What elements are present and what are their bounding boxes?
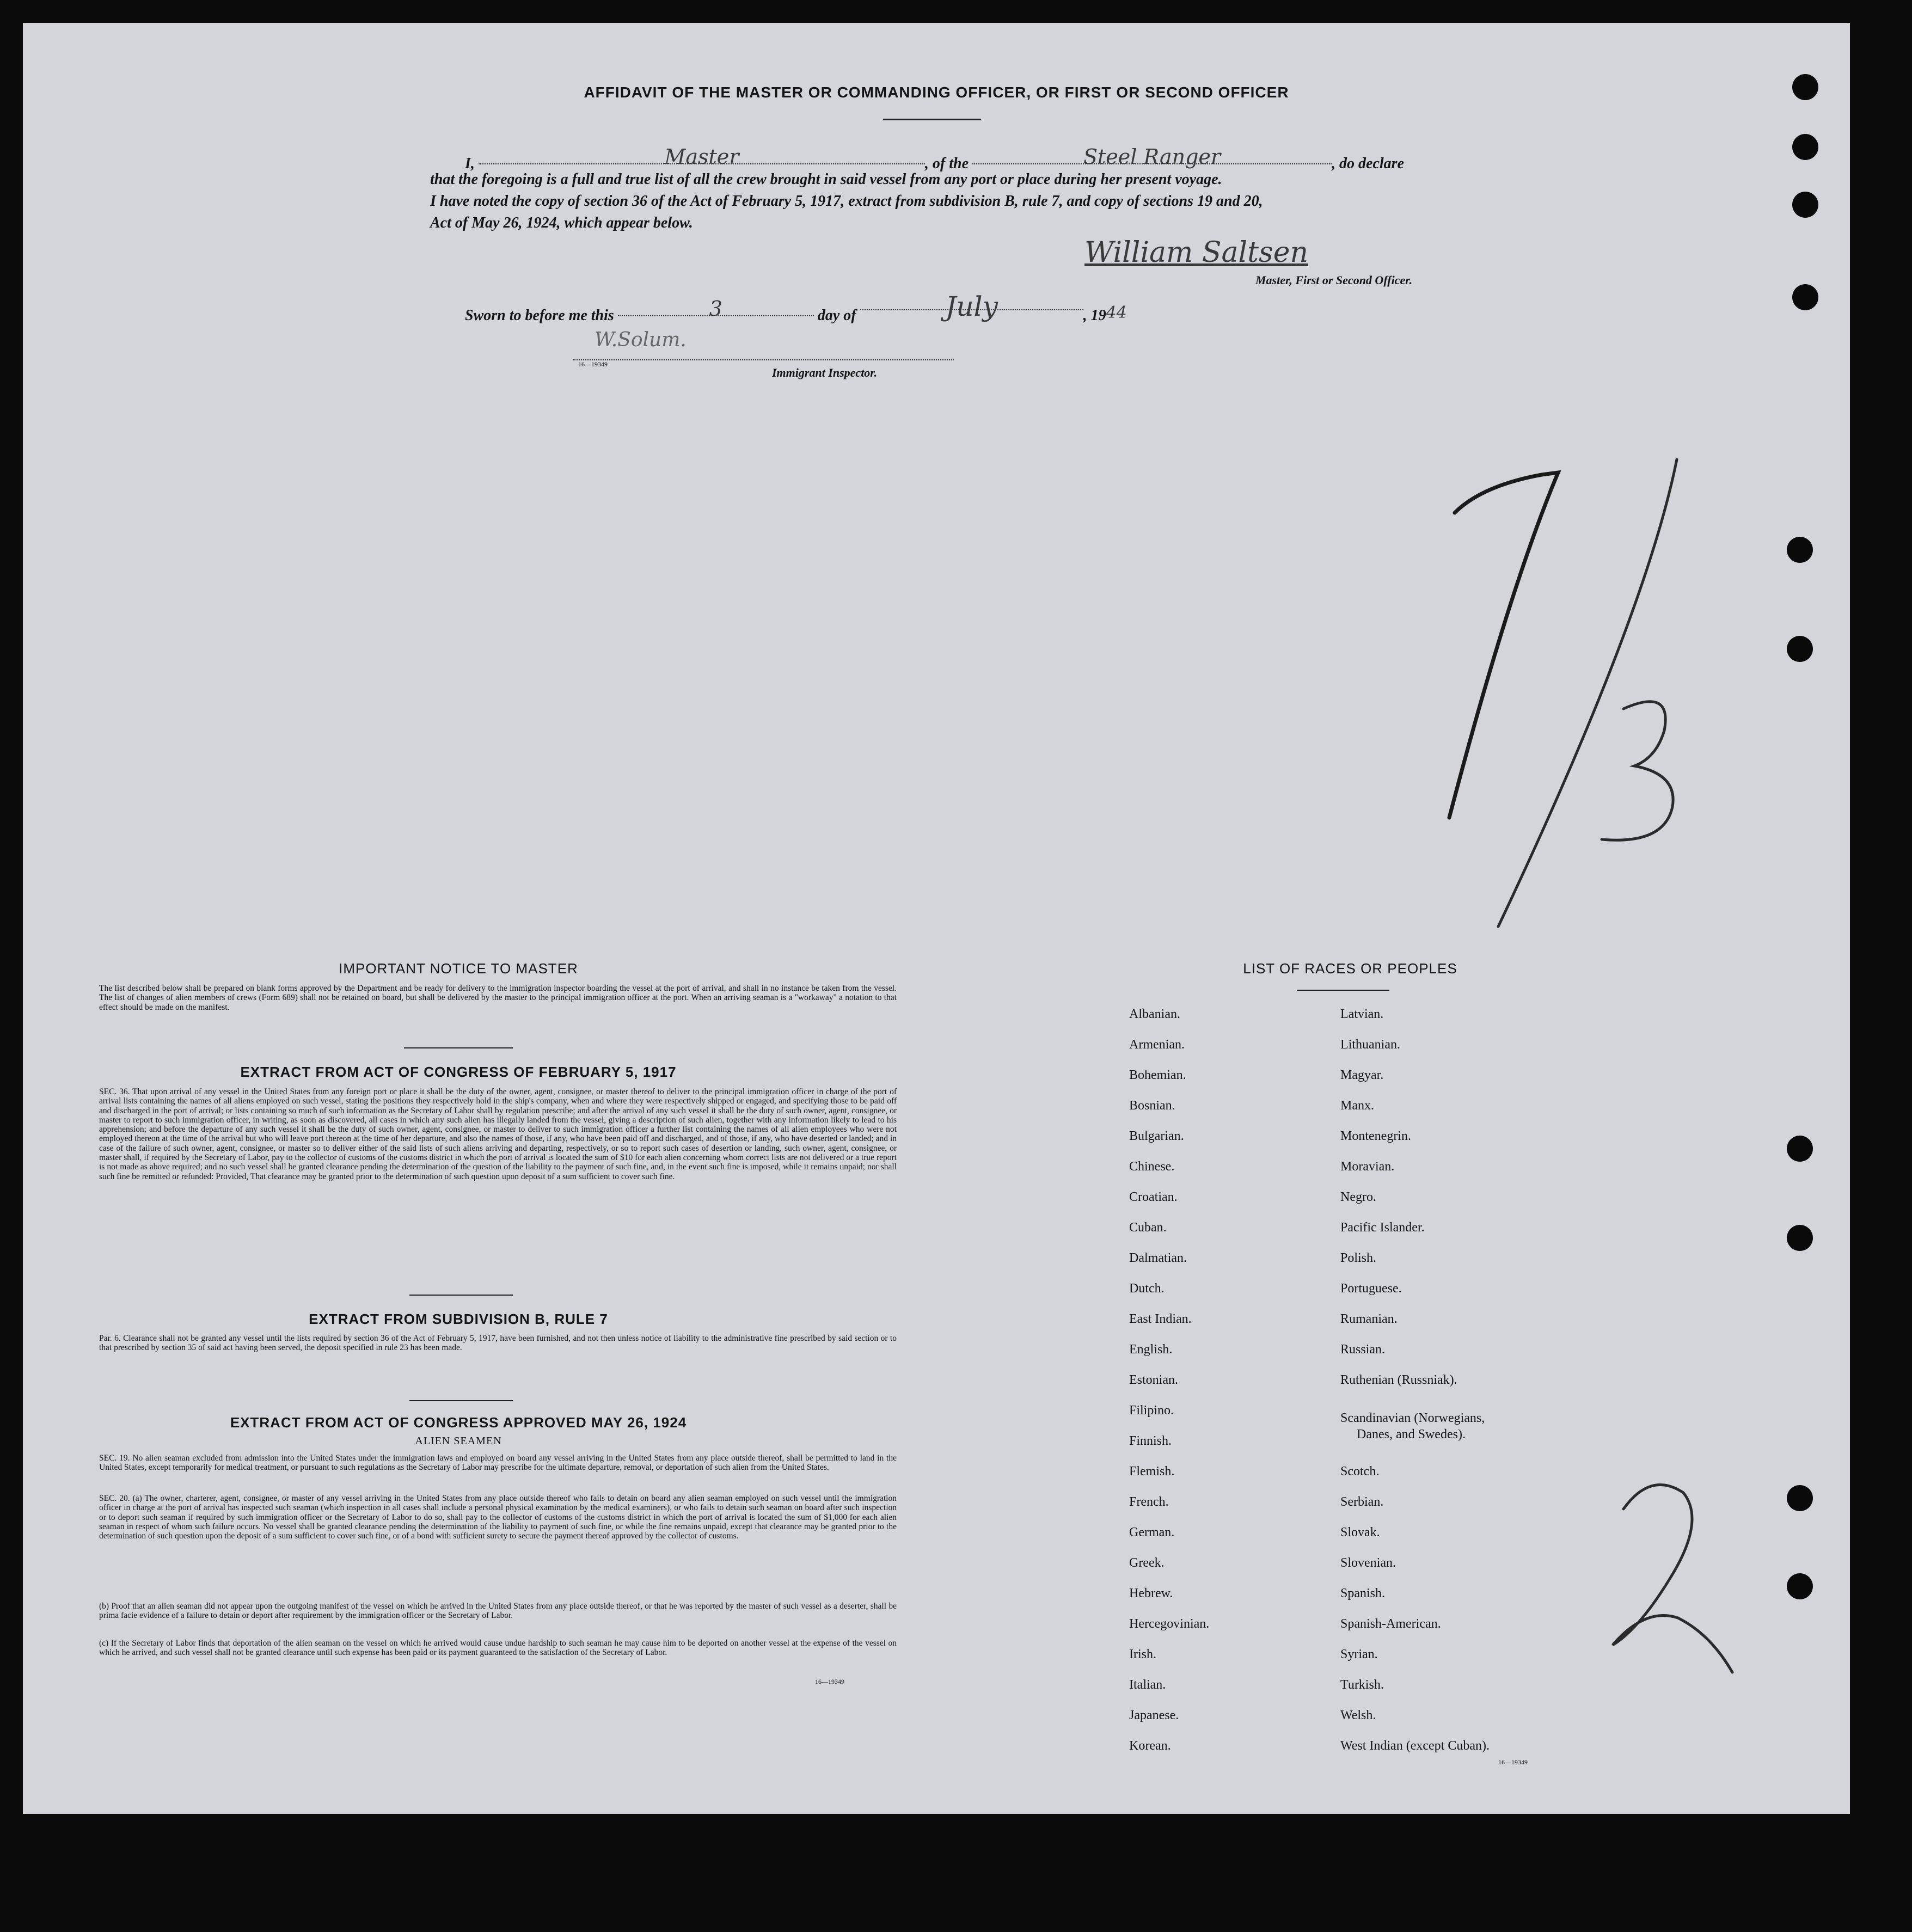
alien-seamen-subtitle: ALIEN SEAMEN bbox=[415, 1435, 502, 1447]
binder-hole bbox=[1787, 1573, 1813, 1599]
race-right-item: Pacific Islander. bbox=[1340, 1220, 1425, 1235]
affidavit-form-number: 16—19349 bbox=[578, 360, 608, 368]
sec20c-body: (c) If the Secretary of Labor finds that deportation of the alien seaman on the vessel on which he arrived would cause undue hardship to such seaman he may cause him to be deported on another vessel at the expense of the vessel on which he arrived, and such vessel shall not be granted clearance until such expense has been paid or its payment guaranteed to the satisfaction of the Secretary of Labor. bbox=[99, 1639, 897, 1658]
race-right-item: Syrian. bbox=[1340, 1647, 1378, 1661]
race-left-item: Bohemian. bbox=[1129, 1068, 1186, 1082]
extract-1917-title: EXTRACT FROM ACT OF CONGRESS OF FEBRUARY 5, 1917 bbox=[240, 1064, 677, 1080]
race-right-item-cont: Danes, and Swedes). bbox=[1357, 1427, 1466, 1442]
do-declare-label: , do declare bbox=[1332, 155, 1404, 172]
race-right-item: Rumanian. bbox=[1340, 1312, 1398, 1326]
race-right-item: Turkish. bbox=[1340, 1678, 1384, 1692]
day-of-label: day of bbox=[817, 307, 856, 324]
binder-hole bbox=[1792, 284, 1818, 310]
race-left-item: Greek. bbox=[1129, 1556, 1165, 1570]
sec19-body: SEC. 19. No alien seaman excluded from admission into the United States under the immigration laws and employed on board any vessel arriving in the United States from any place outside thereof, shall be permitted to land in the United States, except temporarily for medical treatment, or pursuant to such regulations as the Secretary of Labor may prescribe for the ultimate departure, removal, or deportation of such alien from the United States. bbox=[99, 1453, 897, 1473]
race-right-item: Montenegrin. bbox=[1340, 1129, 1411, 1143]
affidavit-line-3: I have noted the copy of section 36 of the Act of February 5, 1917, extract from subdivision B, rule 7, and copy of sections 19 and 20, bbox=[430, 193, 1263, 210]
race-right-item: Welsh. bbox=[1340, 1708, 1376, 1722]
race-left-item: Cuban. bbox=[1129, 1220, 1167, 1235]
binder-hole bbox=[1787, 1485, 1813, 1511]
affidavit-line-1 bbox=[465, 145, 1404, 173]
race-right-item: Scotch. bbox=[1340, 1464, 1380, 1479]
race-left-item: Flemish. bbox=[1129, 1464, 1175, 1479]
inspector-signature-handwritten: W.Solum. bbox=[595, 329, 687, 351]
master-signature-handwritten: William Saltsen bbox=[1084, 236, 1308, 269]
races-form-number: 16—19349 bbox=[1498, 1758, 1528, 1766]
affidavit-line-4: Act of May 26, 1924, which appear below. bbox=[430, 214, 693, 231]
race-right-item: Slovenian. bbox=[1340, 1556, 1396, 1570]
sworn-day-handwritten: 3 bbox=[709, 297, 722, 321]
handwritten-page-number-strokes bbox=[1602, 1471, 1743, 1678]
rule7-divider bbox=[409, 1400, 513, 1401]
race-left-item: East Indian. bbox=[1129, 1312, 1192, 1326]
rule7-body: Par. 6. Clearance shall not be granted any vessel until the lists required by section 36 of the Act of February 5, 1917, have been furnished, and not then unless notice of liability to the administrative fine prescribed by said section or to that prescribed by section 35 of said act having been served, the deposit specified in rule 23 has been made. bbox=[99, 1334, 897, 1353]
binder-hole bbox=[1787, 1225, 1813, 1251]
sworn-month-field bbox=[860, 291, 1083, 322]
vessel-name-field bbox=[972, 145, 1332, 169]
race-right-item: Spanish-American. bbox=[1340, 1617, 1441, 1631]
race-left-item: Dalmatian. bbox=[1129, 1251, 1187, 1265]
sworn-label: Sworn to before me this bbox=[465, 307, 614, 324]
affidavit-line-2: that the foregoing is a full and true list of all the crew brought in said vessel from any port or place during her present voyage. bbox=[430, 171, 1222, 188]
i-label: I, bbox=[465, 155, 475, 172]
master-name-field bbox=[479, 145, 925, 169]
race-left-item: Japanese. bbox=[1129, 1708, 1179, 1722]
extract-1917-body: SEC. 36. That upon arrival of any vessel in the United States from any foreign port or place it shall be the duty of the owner, agent, consignee, or master thereof to deliver to the principal immigration officer in charge of the port of arrival lists containing the names of all aliens employed on such vessel, stating the positions they respectively hold in the ship's company, when and where they were respectively shipped or engaged, and specifying those to be paid off and discharged in the port of arrival; or lists containing so much of such information as the Secretary of Labor shall by regulation prescribe; and after the arrival of any such vessel it shall be the duty of such owner, agent, consignee, or master to report to such immigration officer, in writing, as soon as discovered, all cases in which any such alien has illegally landed from the vessel, giving a description of such alien, together with any information likely to lead to his apprehension; and before the departure of any such vessel it shall be the duty of such owner, agent, consignee, or master to deliver to such immigration officer a further list containing the names of all alien employees who were not employed thereon at the time of the arrival but who will leave port thereon at the time of her departure, and also the names of those, if any, who have been paid off and discharged, and of those, if any, who have deserted or landed; and in case of the failure of such owner, agent, consignee, or master so to deliver either of the said lists of such aliens arriving and departing, respectively, or so to report such cases of desertion or landing, such owner, agent, consignee, or master shall, if required by the Secretary of Labor, pay to the collector of customs of the customs district in which the port of arrival is located the sum of $10 for each alien concerning whom correct lists are not delivered or a true report is not made as above required; and no such vessel shall be granted clearance pending the determination of the question of the liability to the payment of such fine, and, in the event such fine is imposed, while it remains unpaid; nor shall such fine be remitted or refunded: Provided, That clearance may be granted prior to the determination of such question upon deposit of a sum sufficient to cover such fine. bbox=[99, 1087, 897, 1181]
race-left-item: Dutch. bbox=[1129, 1281, 1165, 1296]
races-title: LIST OF RACES OR PEOPLES bbox=[1243, 960, 1457, 977]
race-left-item: Finnish. bbox=[1129, 1434, 1172, 1448]
rule7-title: EXTRACT FROM SUBDIVISION B, RULE 7 bbox=[309, 1311, 608, 1327]
race-right-item: Negro. bbox=[1340, 1190, 1376, 1204]
race-left-item: English. bbox=[1129, 1342, 1173, 1357]
race-left-item: French. bbox=[1129, 1495, 1169, 1509]
binder-hole bbox=[1792, 192, 1818, 218]
extract-1917-divider bbox=[409, 1295, 513, 1296]
race-left-item: German. bbox=[1129, 1525, 1175, 1540]
race-right-item: Manx. bbox=[1340, 1099, 1374, 1113]
race-right-item: Polish. bbox=[1340, 1251, 1377, 1265]
race-right-item: Scandinavian (Norwegians, bbox=[1340, 1411, 1485, 1425]
handwritten-page-number bbox=[1602, 1471, 1743, 1678]
sworn-month-handwritten: July bbox=[945, 291, 998, 322]
race-left-item: Bosnian. bbox=[1129, 1099, 1175, 1113]
sec20a-body: SEC. 20. (a) The owner, charterer, agent, consignee, or master of any vessel arriving in the United States from any place outside thereof who fails to detain on board any alien seaman employed on such vessel until the immigration officer in charge at the port of arrival has inspected such seaman (which inspection in all cases shall include a personal physical examination by the medical examiners), or who fails to detain such seaman on board after such inspection or to deport such seaman if required by such immigration officer or the Secretary of Labor to do so, shall pay to the collector of customs of the customs district in which the port of arrival is located the sum of $1,000 for each alien seaman in respect of whom such failure occurs. No vessel shall be granted clearance pending the determination of the liability to payment of such fine, or while the fine remains unpaid, except that clearance may be granted prior to the determination of such question upon the deposit of a sum sufficient to cover such fine, or of a bond with sufficient surety to secure the payment thereof approved by the collector of customs. bbox=[99, 1494, 897, 1541]
race-right-item: Slovak. bbox=[1340, 1525, 1380, 1540]
race-right-item: Ruthenian (Russniak). bbox=[1340, 1373, 1457, 1387]
race-left-item: Albanian. bbox=[1129, 1007, 1180, 1021]
binder-hole bbox=[1792, 134, 1818, 160]
race-left-item: Irish. bbox=[1129, 1647, 1156, 1661]
sworn-line bbox=[465, 291, 1127, 324]
master-name-handwritten: Master bbox=[664, 145, 739, 169]
sworn-day-field bbox=[618, 297, 814, 321]
notice-title: IMPORTANT NOTICE TO MASTER bbox=[339, 960, 578, 977]
notice-divider bbox=[404, 1047, 513, 1048]
race-right-item: Magyar. bbox=[1340, 1068, 1384, 1082]
binder-hole bbox=[1787, 636, 1813, 662]
race-right-item: Latvian. bbox=[1340, 1007, 1384, 1021]
affidavit-title: AFFIDAVIT OF THE MASTER OR COMMANDING OFFICER, OR FIRST OR SECOND OFFICER bbox=[584, 84, 1289, 101]
race-right-item: Russian. bbox=[1340, 1342, 1386, 1357]
handwritten-fraction-strokes bbox=[1417, 426, 1700, 948]
races-divider bbox=[1297, 990, 1389, 991]
year-handwritten: 44 bbox=[1106, 303, 1127, 322]
race-right-item: Lithuanian. bbox=[1340, 1038, 1400, 1052]
race-left-item: Filipino. bbox=[1129, 1403, 1174, 1418]
year-prefix-label: , 19 bbox=[1083, 307, 1106, 324]
of-the-label: , of the bbox=[924, 155, 969, 172]
extract-1924-title: EXTRACT FROM ACT OF CONGRESS APPROVED MAY 26, 1924 bbox=[230, 1414, 687, 1431]
title-divider bbox=[883, 119, 981, 120]
race-left-item: Estonian. bbox=[1129, 1373, 1178, 1387]
race-right-item: Portuguese. bbox=[1340, 1281, 1402, 1296]
inspector-caption: Immigrant Inspector. bbox=[772, 366, 878, 379]
race-left-item: Hercegovinian. bbox=[1129, 1617, 1210, 1631]
handwritten-fraction bbox=[1417, 426, 1700, 948]
race-right-item: Serbian. bbox=[1340, 1495, 1384, 1509]
document-page bbox=[23, 23, 1850, 1814]
binder-hole bbox=[1792, 74, 1818, 100]
race-left-item: Italian. bbox=[1129, 1678, 1166, 1692]
extract-form-number: 16—19349 bbox=[815, 1678, 844, 1685]
race-left-item: Chinese. bbox=[1129, 1160, 1175, 1174]
race-left-item: Bulgarian. bbox=[1129, 1129, 1184, 1143]
race-left-item: Hebrew. bbox=[1129, 1586, 1173, 1600]
race-right-item: West Indian (except Cuban). bbox=[1340, 1739, 1490, 1753]
sec20b-body: (b) Proof that an alien seaman did not appear upon the outgoing manifest of the vessel on which he arrived in the United States from any place outside thereof, or that he was reported by the master of such vessel as a deserter, shall be prima facie evidence of a failure to detain or deport after requirement by the immigration officer or the Secretary of Labor. bbox=[99, 1602, 897, 1621]
race-left-item: Armenian. bbox=[1129, 1038, 1185, 1052]
race-left-item: Croatian. bbox=[1129, 1190, 1178, 1204]
race-right-item: Moravian. bbox=[1340, 1160, 1395, 1174]
vessel-name-handwritten: Steel Ranger bbox=[1083, 145, 1221, 169]
race-left-item: Korean. bbox=[1129, 1739, 1171, 1753]
race-right-item: Spanish. bbox=[1340, 1586, 1386, 1600]
binder-hole bbox=[1787, 1136, 1813, 1162]
notice-body: The list described below shall be prepared on blank forms approved by the Department and be ready for delivery to the immigration inspector boarding the vessel at the port of arrival, and shall in no instance be taken from the vessel. The list of changes of alien members of crews (Form 689) shall not be retained on board, but shall be delivered by the master to the principal immigration officer at the port. When an arriving seaman is a "workaway" a notation to that effect should be made on the manifest. bbox=[99, 984, 897, 1012]
signature-caption: Master, First or Second Officer. bbox=[1255, 273, 1413, 287]
inspector-signature-field bbox=[573, 328, 954, 360]
master-signature bbox=[1084, 236, 1308, 273]
binder-hole bbox=[1787, 537, 1813, 563]
